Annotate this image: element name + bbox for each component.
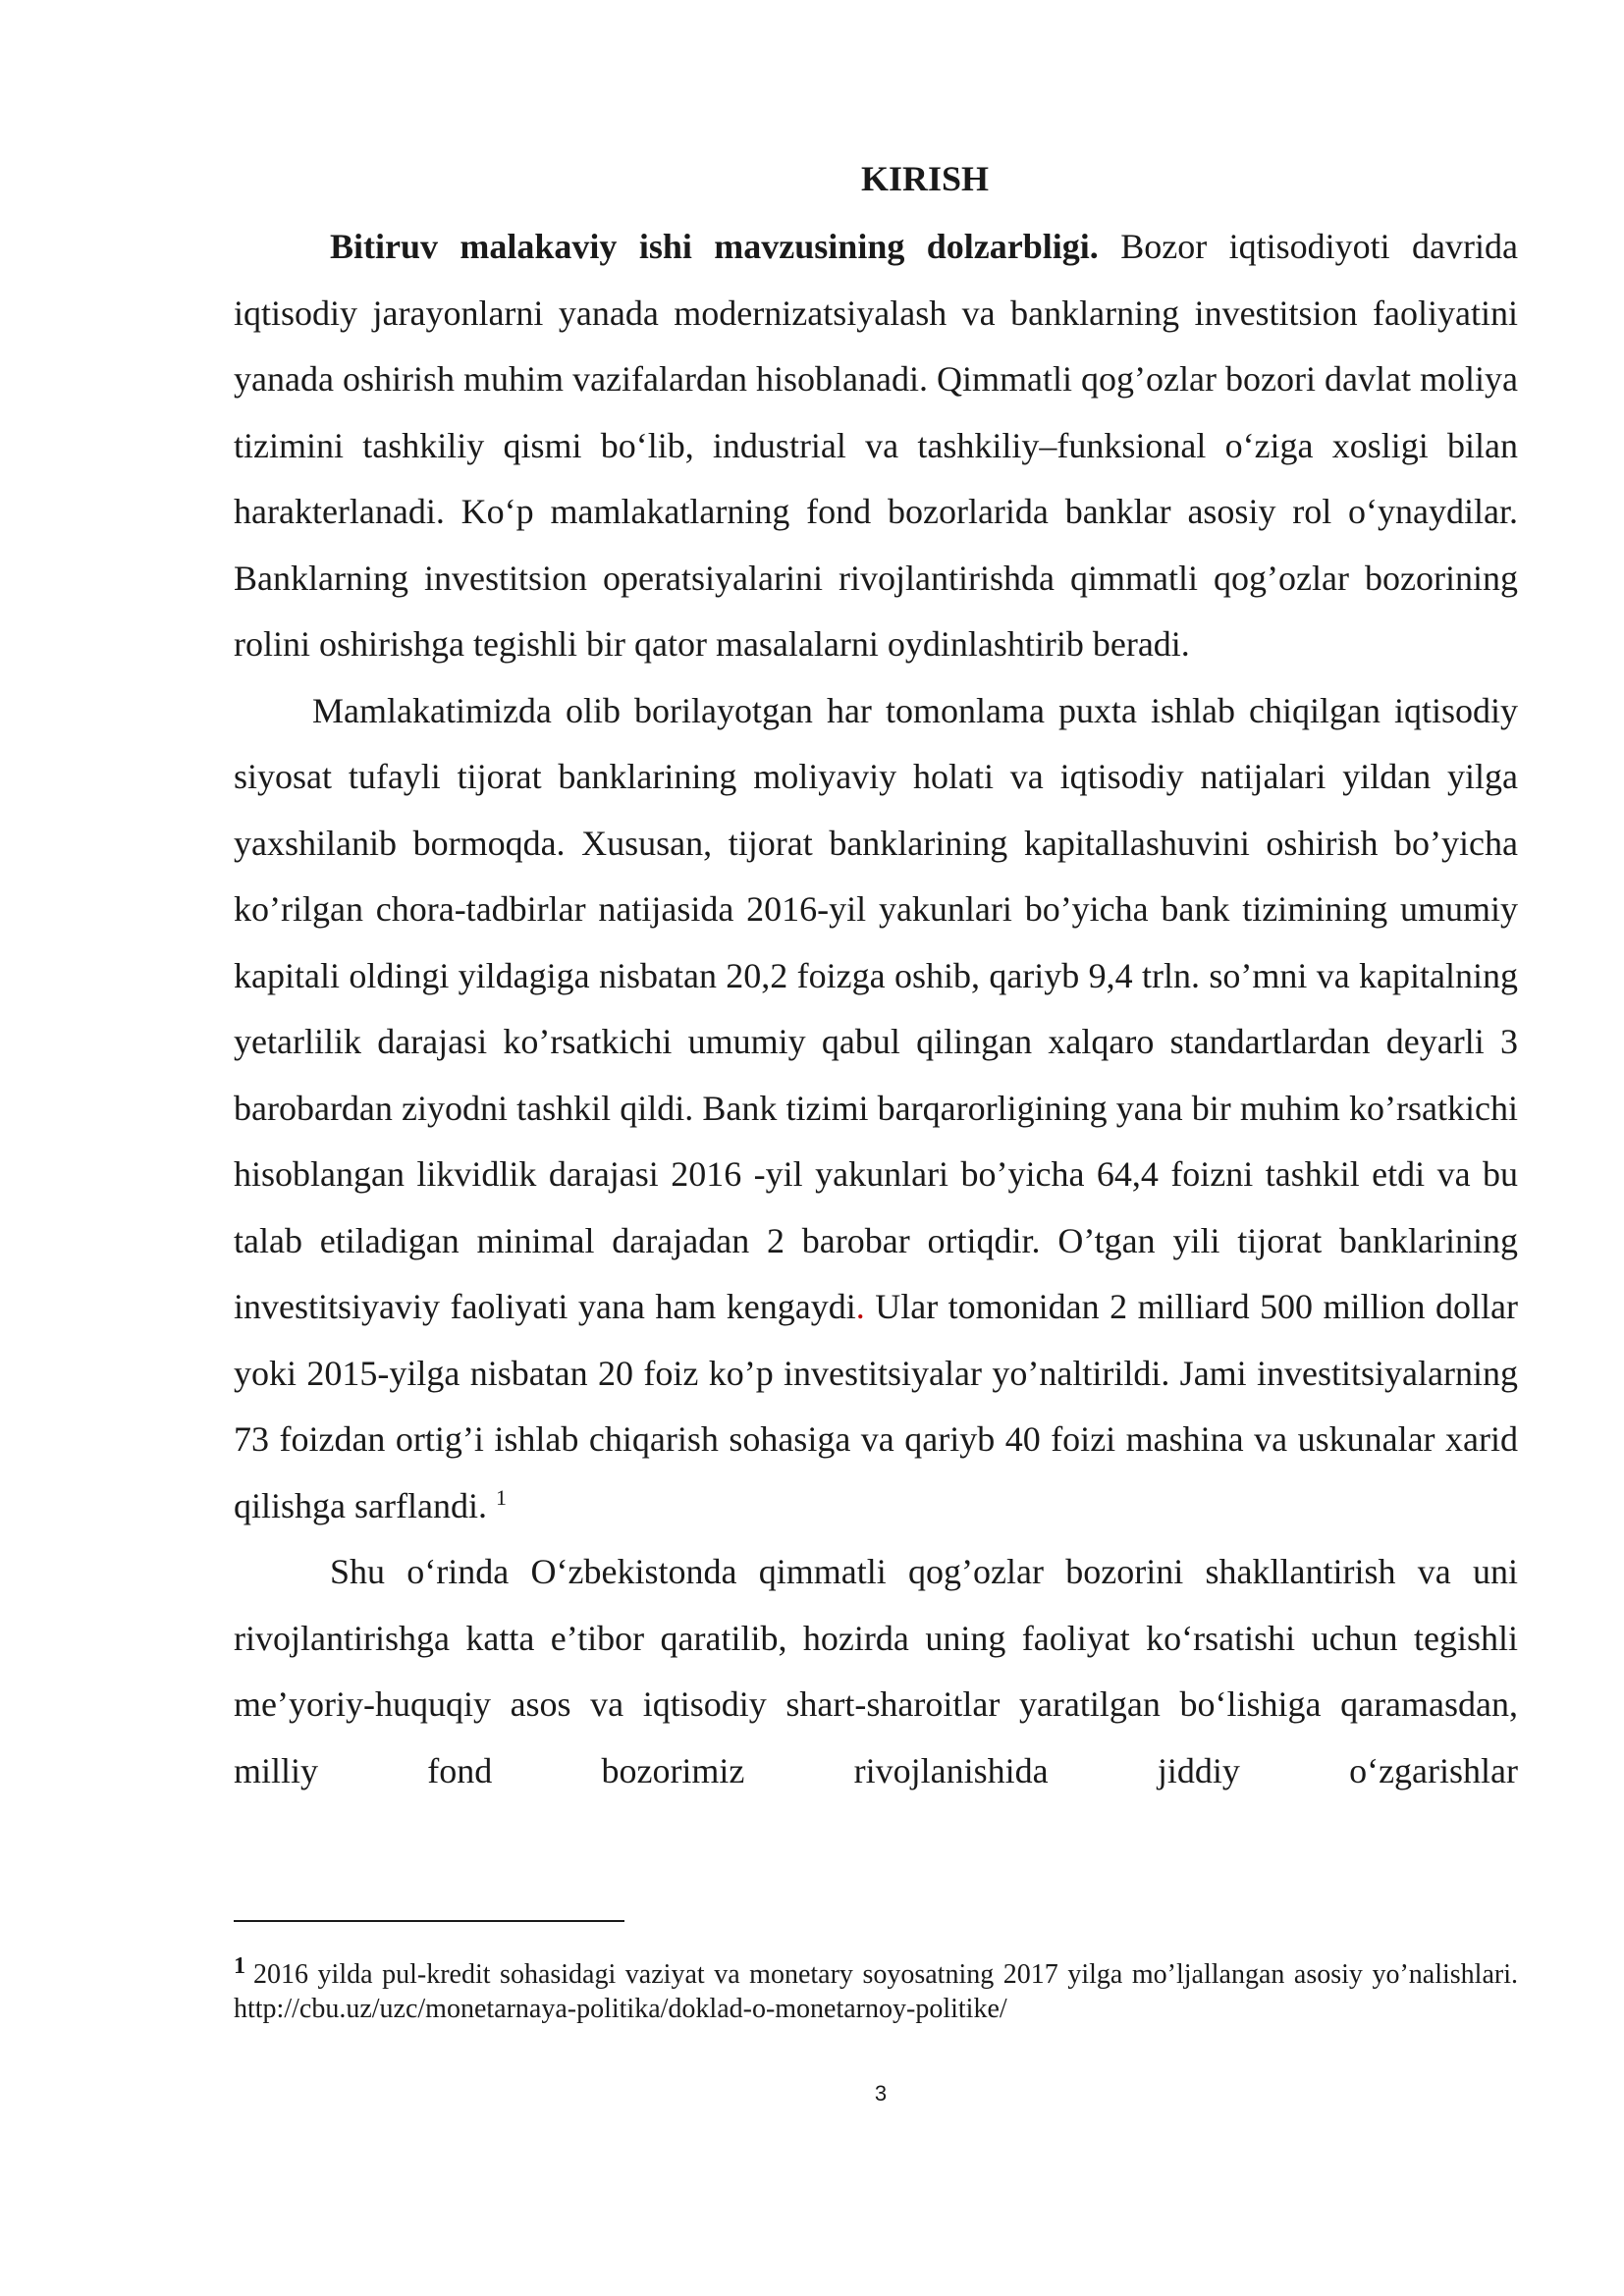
paragraph-text: Shu o‘rinda O‘zbekistonda qimmatli qog’ozlar bozorini shakllantirish va uni rivojlantirishga katta e’tibor qaratilib, hozirda uning faoliyat ko‘rsatishi uchun tegishli me’yoriy-huquqiy asos va iqtisodiy shart-sharoitlar yaratilgan bo‘lishiga qaramasdan, milliy fond bozorimiz rivojlanishida jiddiy o‘zgarishlar	[234, 1552, 1518, 1790]
page-number: 3	[874, 2081, 888, 2106]
paragraph-bank-statistics	[234, 678, 1518, 1540]
footnote-text: 2016 yilda pul-kredit sohasidagi vaziyat va monetary soyosatning 2017 yilga mo’ljallangan asosiy yo’nalishlari. http://cbu.uz/uzc/monetarnaya-politika/doklad-o-monetarnoy-politike/	[234, 1959, 1518, 2024]
paragraph-relevance	[234, 214, 1518, 678]
paragraph-text: Bozor iqtisodiyoti davrida iqtisodiy jarayonlarni yanada modernizatsiyalash va banklarning investitsion faoliyatini yanada oshirish muhim vazifalardan hisoblanadi. Qimmatli qog’ozlar bozori davlat moliya tizimini tashkiliy qismi bo‘lib, industrial va tashkiliy–funksional o‘ziga xosligi bilan harakterlanadi. Ko‘p mamlakatlarning fond bozorlarida banklar asosiy rol o‘ynaydilar. Banklarning investitsion operatsiyalarini rivojlantirishda qimmatli qog’ozlar bozorining rolini oshirishga tegishli bir qator masalalarni oydinlashtirib beradi.	[234, 227, 1519, 664]
paragraph-text: Ular tomonidan 2 milliard 500 million dollar yoki 2015-yilga nisbatan 20 foiz ko’p investitsiyalar yo’naltirildi. Jami investitsiyalarning 73 foizdan ortig’i ishlab chiqarish sohasiga va qariyb 40 foizi mashina va uskunalar xarid qilishga sarflandi.	[234, 1287, 1518, 1525]
footnote-reference: 1	[495, 1484, 507, 1510]
footnote-mark: 1	[234, 1952, 245, 1979]
paragraph-securities-market	[234, 1539, 1518, 1804]
footnote	[234, 1952, 1518, 2026]
paragraph-text: Mamlakatimizda olib borilayotgan har tomonlama puxta ishlab chiqilgan iqtisodiy siyosat tufayli tijorat banklarining moliyaviy holati va iqtisodiy natijalari yildan yilga yaxshilanib bormoqda. Xususan, tijorat banklarining kapitallashuvini oshirish bo’yicha ko’rilgan chora-tadbirlar natijasida 2016-yil yakunlari bo’yicha bank tizimining umumiy kapitali oldingi yildagiga nisbatan 20,2 foizga oshib, qariyb 9,4 trln. so’mni va kapitalning yetarlilik darajasi ko’rsatkichi umumiy qabul qilingan xalqaro standartlardan deyarli 3 barobardan ziyodni tashkil qildi. Bank tizimi barqarorligining yana bir muhim ko’rsatkichi hisoblangan likvidlik darajasi 2016 -yil yakunlari bo’yicha 64,4 foizni tashkil etdi va bu talab etiladigan minimal darajadan 2 barobar ortiqdir. O’tgan yili tijorat banklarining investitsiyaviy faoliyati yana ham kengaydi	[234, 690, 1518, 1326]
section-heading: KIRISH	[860, 159, 990, 198]
footnote-separator	[234, 1920, 624, 1922]
body-text	[234, 214, 1518, 1804]
red-period: .	[855, 1287, 865, 1326]
paragraph-bold-lead: Bitiruv malakaviy ishi mavzusining dolzarbligi.	[330, 227, 1099, 266]
